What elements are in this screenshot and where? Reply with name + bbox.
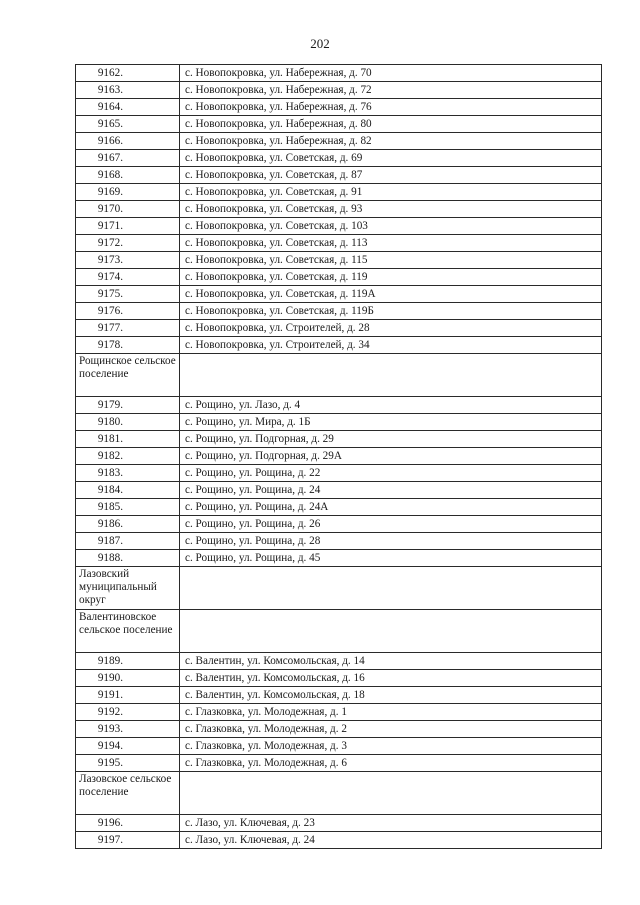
row-number: 9186. [76, 516, 180, 533]
row-address: с. Глазковка, ул. Молодежная, д. 1 [180, 704, 602, 721]
row-address: с. Глазковка, ул. Молодежная, д. 6 [180, 755, 602, 772]
row-number: 9170. [76, 201, 180, 218]
table-row [76, 337, 602, 354]
table-row [76, 320, 602, 337]
table-row [76, 167, 602, 184]
table-row [76, 550, 602, 567]
table-row [76, 670, 602, 687]
table-row [76, 133, 602, 150]
row-number: 9188. [76, 550, 180, 567]
section-label: Лазовское сельское поселение [76, 772, 180, 815]
row-number: 9184. [76, 482, 180, 499]
table-row [76, 99, 602, 116]
row-address: с. Рощино, ул. Подгорная, д. 29А [180, 448, 602, 465]
row-address: с. Новопокровка, ул. Набережная, д. 76 [180, 99, 602, 116]
page-number: 202 [310, 36, 330, 51]
section-row [76, 772, 602, 815]
row-number: 9166. [76, 133, 180, 150]
row-address: с. Рощино, ул. Рощина, д. 22 [180, 465, 602, 482]
row-address: с. Рощино, ул. Мира, д. 1Б [180, 414, 602, 431]
section-empty-cell [180, 772, 602, 815]
table-row [76, 218, 602, 235]
section-empty-cell [180, 567, 602, 610]
table-row [76, 832, 602, 849]
row-number: 9175. [76, 286, 180, 303]
table-row [76, 397, 602, 414]
row-number: 9196. [76, 815, 180, 832]
section-empty-cell [180, 354, 602, 397]
row-number: 9168. [76, 167, 180, 184]
section-row [76, 610, 602, 653]
table-row [76, 687, 602, 704]
table-row [76, 738, 602, 755]
row-address: с. Новопокровка, ул. Набережная, д. 82 [180, 133, 602, 150]
row-number: 9190. [76, 670, 180, 687]
row-address: с. Рощино, ул. Рощина, д. 45 [180, 550, 602, 567]
table-row [76, 116, 602, 133]
section-label: Лазовский муниципальный округ [76, 567, 180, 610]
row-address: с. Глазковка, ул. Молодежная, д. 2 [180, 721, 602, 738]
table-row [76, 448, 602, 465]
table-row [76, 431, 602, 448]
row-address: с. Новопокровка, ул. Набережная, д. 70 [180, 65, 602, 82]
row-address: с. Новопокровка, ул. Советская, д. 87 [180, 167, 602, 184]
row-address: с. Новопокровка, ул. Советская, д. 91 [180, 184, 602, 201]
table-row [76, 721, 602, 738]
row-number: 9173. [76, 252, 180, 269]
table-row [76, 499, 602, 516]
row-address: с. Глазковка, ул. Молодежная, д. 3 [180, 738, 602, 755]
row-address: с. Новопокровка, ул. Советская, д. 119 [180, 269, 602, 286]
row-number: 9187. [76, 533, 180, 550]
row-number: 9193. [76, 721, 180, 738]
row-address: с. Новопокровка, ул. Советская, д. 119А [180, 286, 602, 303]
row-number: 9192. [76, 704, 180, 721]
row-address: с. Рощино, ул. Лазо, д. 4 [180, 397, 602, 414]
row-address: с. Новопокровка, ул. Набережная, д. 72 [180, 82, 602, 99]
row-number: 9194. [76, 738, 180, 755]
row-number: 9165. [76, 116, 180, 133]
address-registry-table [75, 64, 602, 849]
row-number: 9162. [76, 65, 180, 82]
row-number: 9169. [76, 184, 180, 201]
section-label: Рощинское сельское поселение [76, 354, 180, 397]
table-row [76, 65, 602, 82]
row-number: 9195. [76, 755, 180, 772]
table-row [76, 82, 602, 99]
row-address: с. Новопокровка, ул. Набережная, д. 80 [180, 116, 602, 133]
section-row [76, 354, 602, 397]
table-row [76, 653, 602, 670]
table-row [76, 755, 602, 772]
row-address: с. Рощино, ул. Подгорная, д. 29 [180, 431, 602, 448]
row-number: 9178. [76, 337, 180, 354]
row-number: 9191. [76, 687, 180, 704]
table-row [76, 303, 602, 320]
row-number: 9163. [76, 82, 180, 99]
row-address: с. Лазо, ул. Ключевая, д. 23 [180, 815, 602, 832]
row-address: с. Новопокровка, ул. Советская, д. 93 [180, 201, 602, 218]
row-number: 9189. [76, 653, 180, 670]
row-address: с. Валентин, ул. Комсомольская, д. 16 [180, 670, 602, 687]
row-address: с. Лазо, ул. Ключевая, д. 24 [180, 832, 602, 849]
row-number: 9181. [76, 431, 180, 448]
row-number: 9176. [76, 303, 180, 320]
row-address: с. Новопокровка, ул. Советская, д. 119Б [180, 303, 602, 320]
table-row [76, 465, 602, 482]
table-row [76, 184, 602, 201]
row-number: 9180. [76, 414, 180, 431]
row-address: с. Новопокровка, ул. Советская, д. 113 [180, 235, 602, 252]
table-row [76, 533, 602, 550]
table-row [76, 516, 602, 533]
table-row [76, 815, 602, 832]
row-address: с. Новопокровка, ул. Советская, д. 69 [180, 150, 602, 167]
row-number: 9172. [76, 235, 180, 252]
row-address: с. Рощино, ул. Рощина, д. 26 [180, 516, 602, 533]
row-number: 9171. [76, 218, 180, 235]
table-row [76, 150, 602, 167]
row-address: с. Новопокровка, ул. Строителей, д. 34 [180, 337, 602, 354]
row-number: 9174. [76, 269, 180, 286]
row-number: 9179. [76, 397, 180, 414]
row-address: с. Новопокровка, ул. Советская, д. 103 [180, 218, 602, 235]
row-number: 9197. [76, 832, 180, 849]
table-row [76, 286, 602, 303]
row-address: с. Рощино, ул. Рощина, д. 24 [180, 482, 602, 499]
row-address: с. Валентин, ул. Комсомольская, д. 14 [180, 653, 602, 670]
table-row [76, 414, 602, 431]
table-row [76, 482, 602, 499]
table-row [76, 201, 602, 218]
section-empty-cell [180, 610, 602, 653]
row-address: с. Новопокровка, ул. Строителей, д. 28 [180, 320, 602, 337]
table-row [76, 704, 602, 721]
section-label: Валентиновское сельское поселение [76, 610, 180, 653]
row-address: с. Валентин, ул. Комсомольская, д. 18 [180, 687, 602, 704]
row-number: 9164. [76, 99, 180, 116]
section-row [76, 567, 602, 610]
row-address: с. Новопокровка, ул. Советская, д. 115 [180, 252, 602, 269]
registry-body [76, 65, 602, 849]
table-row [76, 269, 602, 286]
table-row [76, 235, 602, 252]
table-row [76, 252, 602, 269]
row-number: 9177. [76, 320, 180, 337]
row-address: с. Рощино, ул. Рощина, д. 28 [180, 533, 602, 550]
row-number: 9182. [76, 448, 180, 465]
row-number: 9183. [76, 465, 180, 482]
row-number: 9185. [76, 499, 180, 516]
row-number: 9167. [76, 150, 180, 167]
row-address: с. Рощино, ул. Рощина, д. 24А [180, 499, 602, 516]
